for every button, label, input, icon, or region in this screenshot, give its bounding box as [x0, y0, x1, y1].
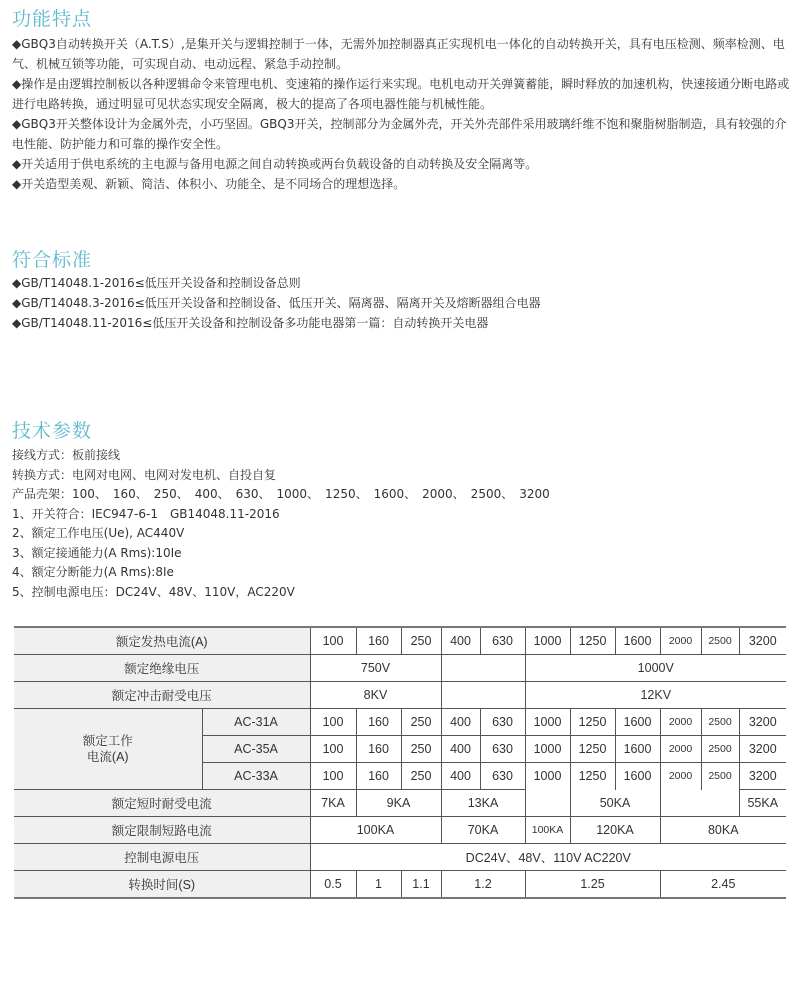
- cell: 2000: [660, 736, 701, 763]
- cell: 100: [310, 627, 356, 655]
- cell: 80KA: [660, 817, 786, 844]
- cell: [441, 655, 525, 682]
- cell: 2000: [660, 627, 701, 655]
- cell: 3200: [739, 763, 786, 790]
- row-insulation-voltage: [14, 655, 786, 682]
- cell: 2000: [660, 709, 701, 736]
- cell: 630: [480, 627, 525, 655]
- cell: 3200: [739, 627, 786, 655]
- cell: 100KA: [525, 817, 570, 844]
- tech-line: 4、额定分断能力(A Rms):8Ie: [12, 565, 174, 579]
- row-label: 额定短时耐受电流: [14, 790, 310, 817]
- cell: DC24V、48V、110V AC220V: [310, 844, 786, 871]
- cell: 1600: [615, 709, 660, 736]
- cell: 3200: [739, 709, 786, 736]
- cell: 2500: [701, 736, 739, 763]
- cell: 630: [480, 709, 525, 736]
- tech-line: 2、额定工作电压(Ue), AC440V: [12, 526, 185, 540]
- cell: [525, 790, 570, 817]
- cell: 160: [356, 709, 401, 736]
- cell: 1600: [615, 736, 660, 763]
- cell: 3200: [739, 736, 786, 763]
- tech-list: [12, 446, 792, 602]
- cell: 100KA: [310, 817, 441, 844]
- row-limited-short-circuit: [14, 817, 786, 844]
- cell: 70KA: [441, 817, 525, 844]
- cell: 7KA: [310, 790, 356, 817]
- cell: 250: [401, 736, 441, 763]
- cell: 160: [356, 736, 401, 763]
- row-control-voltage: [14, 844, 786, 871]
- row-impulse-voltage: [14, 682, 786, 709]
- row-working-ac31a: [14, 709, 786, 736]
- features-list: [12, 34, 792, 194]
- cell: 630: [480, 736, 525, 763]
- cell: 160: [356, 627, 401, 655]
- cell: 2000: [660, 763, 701, 790]
- tech-line: 5、控制电源电压：DC24V、48V、110V，AC220V: [12, 584, 295, 599]
- row-label: 额定绝缘电压: [14, 655, 310, 682]
- tech-title: 技术参数: [12, 420, 93, 442]
- row-label: 额定限制短路电流: [14, 817, 310, 844]
- cell: 400: [441, 709, 480, 736]
- cell: 9KA: [356, 790, 441, 817]
- cell: 100: [310, 763, 356, 790]
- cell: 250: [401, 709, 441, 736]
- cell: 1000V: [525, 655, 786, 682]
- cell: 2500: [701, 627, 739, 655]
- feature-item: ◆开关适用于供电系统的主电源与备用电源之间自动转换或两台负载设备的自动转换及安全隔离等。: [12, 157, 538, 171]
- working-current-label: 额定工作电流(A): [82, 734, 133, 764]
- cell: 1000: [525, 763, 570, 790]
- cell: 630: [480, 763, 525, 790]
- cell: 1.2: [441, 871, 525, 899]
- tech-line: 接线方式：板前接线: [12, 448, 121, 462]
- features-title: 功能特点: [12, 8, 93, 30]
- tech-line: 产品壳架：100、 160、 250、 400、 630、 1000、 1250、 1600、 2000、 2500、 3200: [12, 487, 550, 501]
- standards-list: [12, 273, 792, 333]
- cell: 160: [356, 763, 401, 790]
- sub-label: AC-35A: [202, 736, 310, 763]
- sub-label: AC-31A: [202, 709, 310, 736]
- feature-item: ◆开关造型美观、新颖、简洁、体积小、功能全、是不同场合的理想选择。: [12, 177, 406, 191]
- tech-line: 转换方式：电网对电网、电网对发电机、自投自复: [12, 467, 277, 482]
- row-thermal-current: [14, 627, 786, 655]
- feature-item: ◆操作是由逻辑控制板以各种逻辑命令来管理电机、变速箱的操作运行来实现。电机电动开关弹簧蓄能，瞬时释放的加速机构，快速接通分断电路或进行电路转换，通过明显可见状态实现安全隔离，极大的提高了各项电器性能与机械性能。: [12, 77, 790, 111]
- row-label: 额定冲击耐受电压: [14, 682, 310, 709]
- cell: 12KV: [525, 682, 786, 709]
- cell: 1000: [525, 736, 570, 763]
- row-short-time-current: [14, 790, 786, 817]
- row-label: [14, 709, 202, 790]
- standard-item: ◆GB/T14048.1-2016≤低压开关设备和控制设备总则: [12, 276, 301, 290]
- cell: 2500: [701, 763, 739, 790]
- feature-item: ◆GBQ3自动转换开关（A.T.S）,是集开关与逻辑控制于一体，无需外加控制器真正实现机电一体化的自动转换开关，具有电压检测、频率检测、电气、机械互锁等功能，可实现自动、电动远程、紧急手动控制。: [12, 37, 785, 71]
- standard-item: ◆GB/T14048.11-2016≤低压开关设备和控制设备多功能电器第一篇：自动转换开关电器: [12, 316, 489, 330]
- cell: 750V: [310, 655, 441, 682]
- cell: 1.25: [525, 871, 660, 899]
- cell: 1000: [525, 627, 570, 655]
- tech-line: 3、额定接通能力(A Rms):10Ie: [12, 545, 182, 560]
- row-label: 额定发热电流(A): [14, 627, 310, 655]
- cell: 250: [401, 627, 441, 655]
- cell: 55KA: [739, 790, 786, 817]
- cell: 8KV: [310, 682, 441, 709]
- sub-label: AC-33A: [202, 763, 310, 790]
- cell: 1250: [570, 709, 615, 736]
- tech-line: 1、开关符合：IEC947-6-1 GB14048.11-2016: [12, 506, 280, 521]
- row-label: 转换时间(S): [14, 871, 310, 899]
- standard-item: ◆GB/T14048.3-2016≤低压开关设备和控制设备、低压开关、隔离器、隔离开关及熔断器组合电器: [12, 296, 541, 310]
- cell: 2.45: [660, 871, 786, 899]
- cell: 400: [441, 627, 480, 655]
- cell: 1000: [525, 709, 570, 736]
- cell: 50KA: [570, 790, 660, 817]
- spec-table: [14, 626, 786, 899]
- cell: 400: [441, 736, 480, 763]
- cell: 250: [401, 763, 441, 790]
- cell: 1600: [615, 763, 660, 790]
- cell: 100: [310, 709, 356, 736]
- cell: 1: [356, 871, 401, 899]
- cell: 1250: [570, 627, 615, 655]
- row-switch-time: [14, 871, 786, 899]
- cell: 2500: [701, 709, 739, 736]
- cell: 1.1: [401, 871, 441, 899]
- standards-title: 符合标准: [12, 249, 93, 271]
- cell: 1250: [570, 763, 615, 790]
- cell: 120KA: [570, 817, 660, 844]
- cell: 100: [310, 736, 356, 763]
- cell: 0.5: [310, 871, 356, 899]
- cell: 13KA: [441, 790, 525, 817]
- feature-item: ◆GBQ3开关整体设计为金属外壳，小巧坚固。GBQ3开关，控制部分为金属外壳，开关外壳部件采用玻璃纤维不饱和聚脂树脂制造，具有较强的介电性能、防护能力和可靠的操作安全性。: [12, 117, 787, 151]
- cell: [441, 682, 525, 709]
- cell: 400: [441, 763, 480, 790]
- cell: 1250: [570, 736, 615, 763]
- row-label: 控制电源电压: [14, 844, 310, 871]
- cell: 1600: [615, 627, 660, 655]
- cell: [660, 790, 739, 817]
